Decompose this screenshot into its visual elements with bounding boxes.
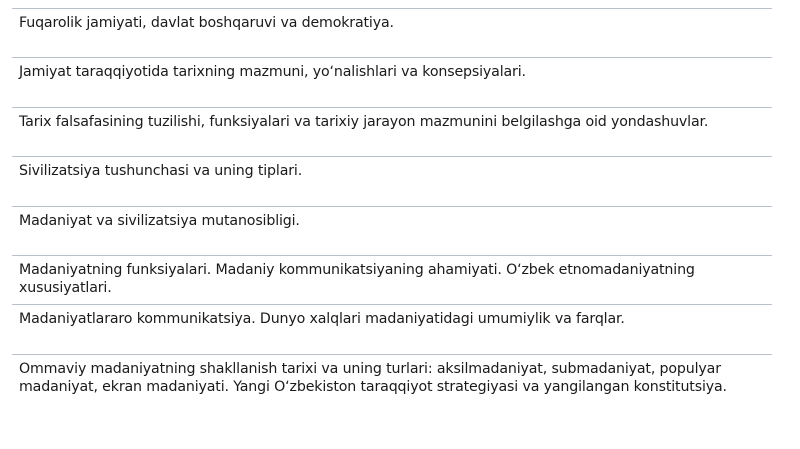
topic-text: Madaniyat va sivilizatsiya mutanosibligi.: [19, 213, 300, 229]
topic-row: [12, 8, 772, 57]
topic-row: [12, 354, 772, 414]
topic-row: [12, 304, 772, 354]
topic-row: [12, 255, 772, 304]
topic-text: Madaniyatlararo kommunikatsiya. Dunyo xalqlari madaniyatidagi umumiylik va farqlar.: [19, 311, 625, 327]
topic-text: Ommaviy madaniyatning shakllanish tarixi va uning turlari: aksilmadaniyat, submadaniyat, populyar madaniyat, ekran madaniyati. Yangi O‘zbekiston taraqqiyot strategiyasi va yangilangan konstitutsiya.: [19, 361, 727, 395]
topic-text: Jamiyat taraqqiyotida tarixning mazmuni, yo‘nalishlari va konsepsiyalari.: [19, 64, 526, 80]
topic-text: Sivilizatsiya tushunchasi va uning tiplari.: [19, 163, 303, 179]
topic-row: [12, 107, 772, 156]
topic-text: Fuqarolik jamiyati, davlat boshqaruvi va demokratiya.: [19, 15, 394, 31]
topic-text: Tarix falsafasining tuzilishi, funksiyalari va tarixiy jarayon mazmunini belgilashga oid yondashuvlar.: [19, 114, 709, 130]
topic-row: [12, 57, 772, 107]
topic-row: [12, 206, 772, 255]
topic-row: [12, 156, 772, 206]
topic-list: [12, 8, 772, 414]
topic-text: Madaniyatning funksiyalari. Madaniy kommunikatsiyaning ahamiyati. O‘zbek etnomadaniyatning xususiyatlari.: [19, 262, 695, 296]
